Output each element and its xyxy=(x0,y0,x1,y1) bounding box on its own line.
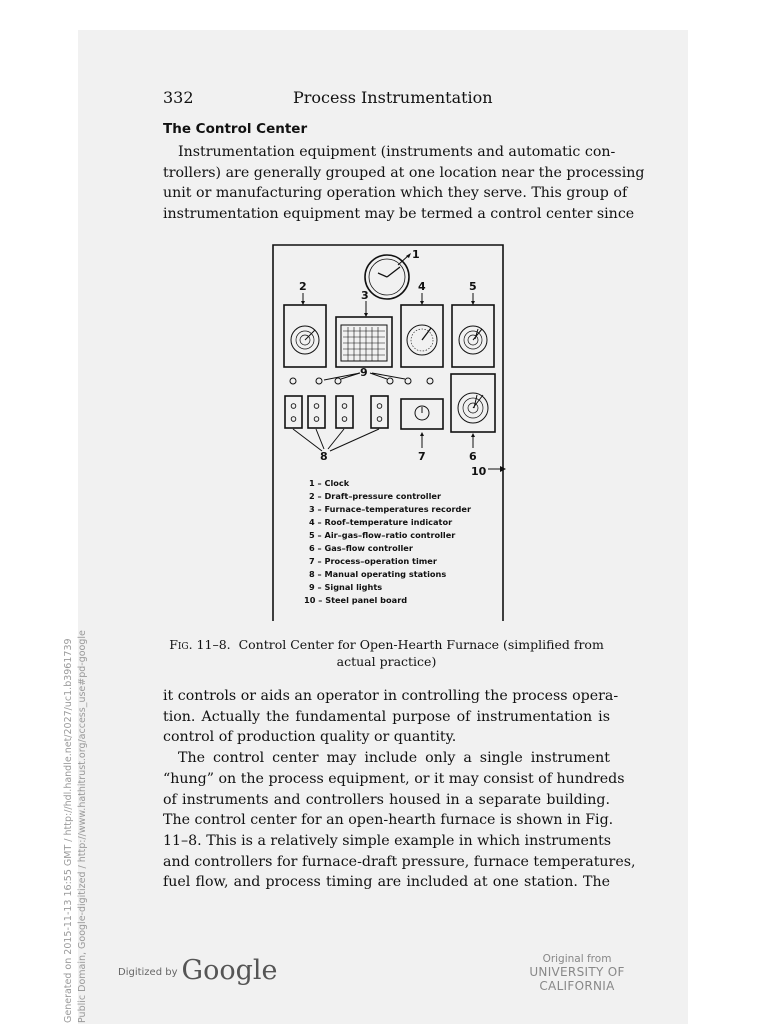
digitized-by-google-logo xyxy=(118,955,277,986)
draft-pressure-controller-icon xyxy=(284,305,326,367)
legend-item: 3 – Furnace–temperatures recorder xyxy=(309,504,471,514)
fig-number-2: 2 xyxy=(299,280,307,293)
caption-text: Control Center for Open-Hearth Furnace (simplified from xyxy=(238,637,604,652)
fig-number-3: 3 xyxy=(361,289,369,302)
figure-caption xyxy=(163,636,610,670)
signal-light-icon xyxy=(405,378,411,384)
figure-legend xyxy=(304,478,472,605)
text-line: tion. Actually the fundamental purpose of instrumentation is xyxy=(163,708,610,725)
fig-number-9: 9 xyxy=(360,366,368,379)
manual-station-icon xyxy=(308,396,325,428)
legend-item: 6 – Gas–flow controller xyxy=(309,543,413,553)
control-center-figure xyxy=(270,243,506,623)
text-line: “hung” on the process equipment, or it may consist of hundreds xyxy=(163,770,625,787)
paragraph-1 xyxy=(163,142,645,225)
stamp-line-1: Generated on 2015-11-13 16:55 GMT / http://hdl.handle.net/2027/uc1.b3961739 xyxy=(63,638,74,1023)
signal-light-icon xyxy=(316,378,322,384)
text-line: The control center for an open-hearth furnace is shown in Fig. xyxy=(163,812,614,829)
section-title: The Control Center xyxy=(163,121,308,137)
digitized-by-label: Digitized by xyxy=(118,967,178,978)
manual-station-icon xyxy=(285,396,302,428)
signal-light-icon xyxy=(387,378,393,384)
signal-light-icon xyxy=(427,378,433,384)
google-wordmark: Google xyxy=(181,955,278,986)
manual-station-icon xyxy=(336,396,353,428)
fig-number-5: 5 xyxy=(469,280,477,293)
text-line: Instrumentation equipment (instruments and automatic con- xyxy=(178,144,616,160)
original-from-credit xyxy=(492,953,662,993)
fig-number-6: 6 xyxy=(469,450,477,463)
process-timer-icon xyxy=(401,399,443,429)
legend-item: 10 – Steel panel board xyxy=(304,595,408,605)
caption-label: Fig. 11–8. xyxy=(169,637,231,652)
legend-item: 7 – Process–operation timer xyxy=(309,556,437,566)
signal-light-icon xyxy=(335,378,341,384)
caption-text-2: actual practice) xyxy=(336,654,437,669)
text-line: and controllers for furnace-draft pressure, furnace temperatures, xyxy=(163,853,636,870)
university-name: UNIVERSITY OF CALIFORNIA xyxy=(529,965,625,993)
page-header xyxy=(163,88,610,110)
text-line: 11–8. This is a relatively simple example in which instruments xyxy=(163,832,612,849)
legend-item: 1 – Clock xyxy=(309,478,350,488)
text-line: unit or manufacturing operation which they serve. This group of xyxy=(163,185,628,202)
legend-item: 9 – Signal lights xyxy=(309,582,383,592)
paragraph-2 xyxy=(163,686,636,893)
air-gas-ratio-controller-icon xyxy=(452,305,494,367)
text-line: fuel flow, and process timing are included at one station. The xyxy=(163,874,610,891)
legend-item: 5 – Air–gas–flow–ratio controller xyxy=(309,530,456,540)
fig-number-8: 8 xyxy=(320,450,328,463)
legend-item: 8 – Manual operating stations xyxy=(309,569,447,579)
manual-station-icon xyxy=(371,396,388,428)
fig-number-4: 4 xyxy=(418,280,426,293)
original-from-label: Original from xyxy=(542,953,612,965)
stamp-line-2: Public Domain, Google-digitized / http://www.hathitrust.org/access_use#pd-google xyxy=(77,630,88,1023)
fig-number-7: 7 xyxy=(418,450,426,463)
text-line: The control center may include only a single instrument xyxy=(178,750,610,767)
signal-light-icon xyxy=(290,378,296,384)
fig-number-1: 1 xyxy=(412,248,420,261)
text-line: instrumentation equipment may be termed a control center since xyxy=(163,206,635,223)
legend-item: 2 – Draft–pressure controller xyxy=(309,491,441,501)
text-line: it controls or aids an operator in controlling the process opera- xyxy=(163,688,619,704)
legend-item: 4 – Roof–temperature indicator xyxy=(309,517,453,527)
fig-number-10: 10 xyxy=(471,465,487,478)
text-line: trollers) are generally grouped at one location near the processing xyxy=(163,164,645,181)
page-number: 332 xyxy=(163,88,194,107)
text-line: of instruments and controllers housed in a separate building. xyxy=(163,791,610,808)
running-title: Process Instrumentation xyxy=(293,88,493,107)
hathitrust-stamp xyxy=(62,623,102,1023)
text-line: control of production quality or quantity. xyxy=(163,729,457,746)
